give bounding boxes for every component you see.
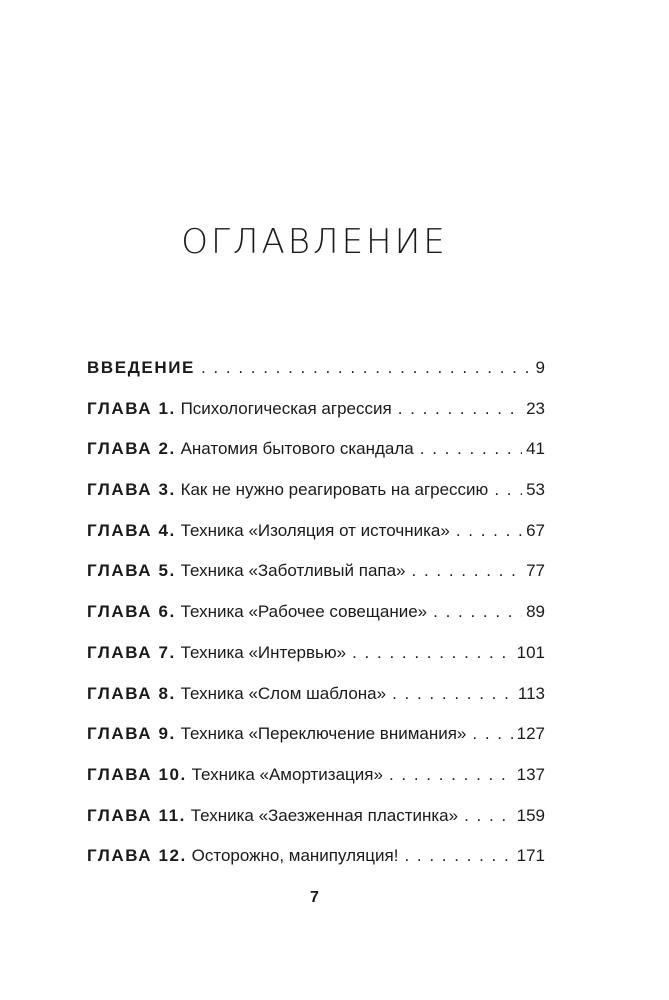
toc-entry-chapter-7 — [87, 641, 545, 682]
chapter-label: ГЛАВА 2. — [87, 439, 176, 459]
dot-leader — [488, 478, 522, 502]
chapter-title: Техника «Заезженная пластинка» — [190, 805, 459, 825]
chapter-title: Техника «Интервью» — [180, 642, 347, 662]
page-number: 89 — [526, 602, 545, 622]
page-title: ОГЛАВЛЕНИЕ — [181, 222, 448, 262]
chapter-title: Осторожно, манипуляция! — [191, 846, 399, 866]
chapter-label: ГЛАВА 6. — [87, 602, 176, 622]
chapter-label: ГЛАВА 11. — [87, 805, 186, 825]
toc-entry-chapter-2 — [87, 437, 545, 478]
toc-entry-chapter-8 — [87, 682, 545, 723]
toc-entry-intro — [87, 356, 545, 397]
chapter-label: ГЛАВА 8. — [87, 683, 176, 703]
page-number: 127 — [516, 724, 545, 744]
toc-entry-chapter-4 — [87, 519, 545, 560]
chapter-label: ГЛАВА 12. — [87, 846, 187, 866]
page-number: 137 — [516, 764, 545, 784]
chapter-title: Техника «Рабочее совещание» — [180, 602, 428, 622]
dot-leader — [466, 722, 512, 746]
toc-entry-chapter-10 — [87, 763, 545, 804]
folio-page-number: 7 — [310, 889, 319, 906]
dot-leader — [383, 763, 513, 787]
page-number: 159 — [516, 805, 545, 825]
chapter-label: ГЛАВА 10. — [87, 764, 187, 784]
chapter-label: ГЛАВА 1. — [87, 398, 176, 418]
toc-entry-chapter-9 — [87, 722, 545, 763]
toc-entry-chapter-12 — [87, 844, 545, 885]
dot-leader — [414, 437, 522, 461]
toc-entry-chapter-1 — [87, 397, 545, 438]
dot-leader — [427, 600, 522, 624]
chapter-title: Техника «Изоляция от источника» — [180, 520, 450, 540]
page-number: 171 — [516, 846, 545, 866]
dot-leader — [195, 356, 532, 380]
chapter-label: ГЛАВА 7. — [87, 642, 176, 662]
page-number: 23 — [526, 398, 545, 418]
page-number: 53 — [526, 480, 545, 500]
chapter-label: ГЛАВА 3. — [87, 480, 176, 500]
table-of-contents — [87, 356, 545, 885]
chapter-title: Техника «Амортизация» — [191, 764, 383, 784]
toc-entry-chapter-3 — [87, 478, 545, 519]
chapter-title: Техника «Слом шаблона» — [180, 683, 387, 703]
dot-leader — [450, 519, 522, 543]
dot-leader — [392, 397, 522, 421]
chapter-title: Анатомия бытового скандала — [180, 439, 414, 459]
chapter-title: Психологическая агрессия — [180, 398, 392, 418]
chapter-label: ВВЕДЕНИЕ — [87, 358, 195, 377]
toc-entry-chapter-5 — [87, 559, 545, 600]
page-number: 113 — [517, 683, 545, 703]
chapter-label: ГЛАВА 5. — [87, 561, 176, 581]
dot-leader — [458, 804, 513, 828]
page-number: 41 — [526, 439, 545, 459]
chapter-title: Техника «Переключение внимания» — [180, 724, 467, 744]
page-number: 9 — [535, 358, 545, 377]
dot-leader — [398, 844, 512, 868]
chapter-title: Техника «Заботливый папа» — [180, 561, 406, 581]
toc-entry-chapter-11 — [87, 804, 545, 845]
dot-leader — [406, 559, 523, 583]
page-number: 77 — [526, 561, 545, 581]
chapter-label: ГЛАВА 9. — [87, 724, 176, 744]
dot-leader — [346, 641, 513, 665]
page-number: 67 — [526, 520, 545, 540]
chapter-title: Как не нужно реагировать на агрессию — [180, 480, 489, 500]
toc-entry-chapter-6 — [87, 600, 545, 641]
chapter-label: ГЛАВА 4. — [87, 520, 176, 540]
page-number: 101 — [516, 642, 545, 662]
dot-leader — [386, 682, 514, 706]
